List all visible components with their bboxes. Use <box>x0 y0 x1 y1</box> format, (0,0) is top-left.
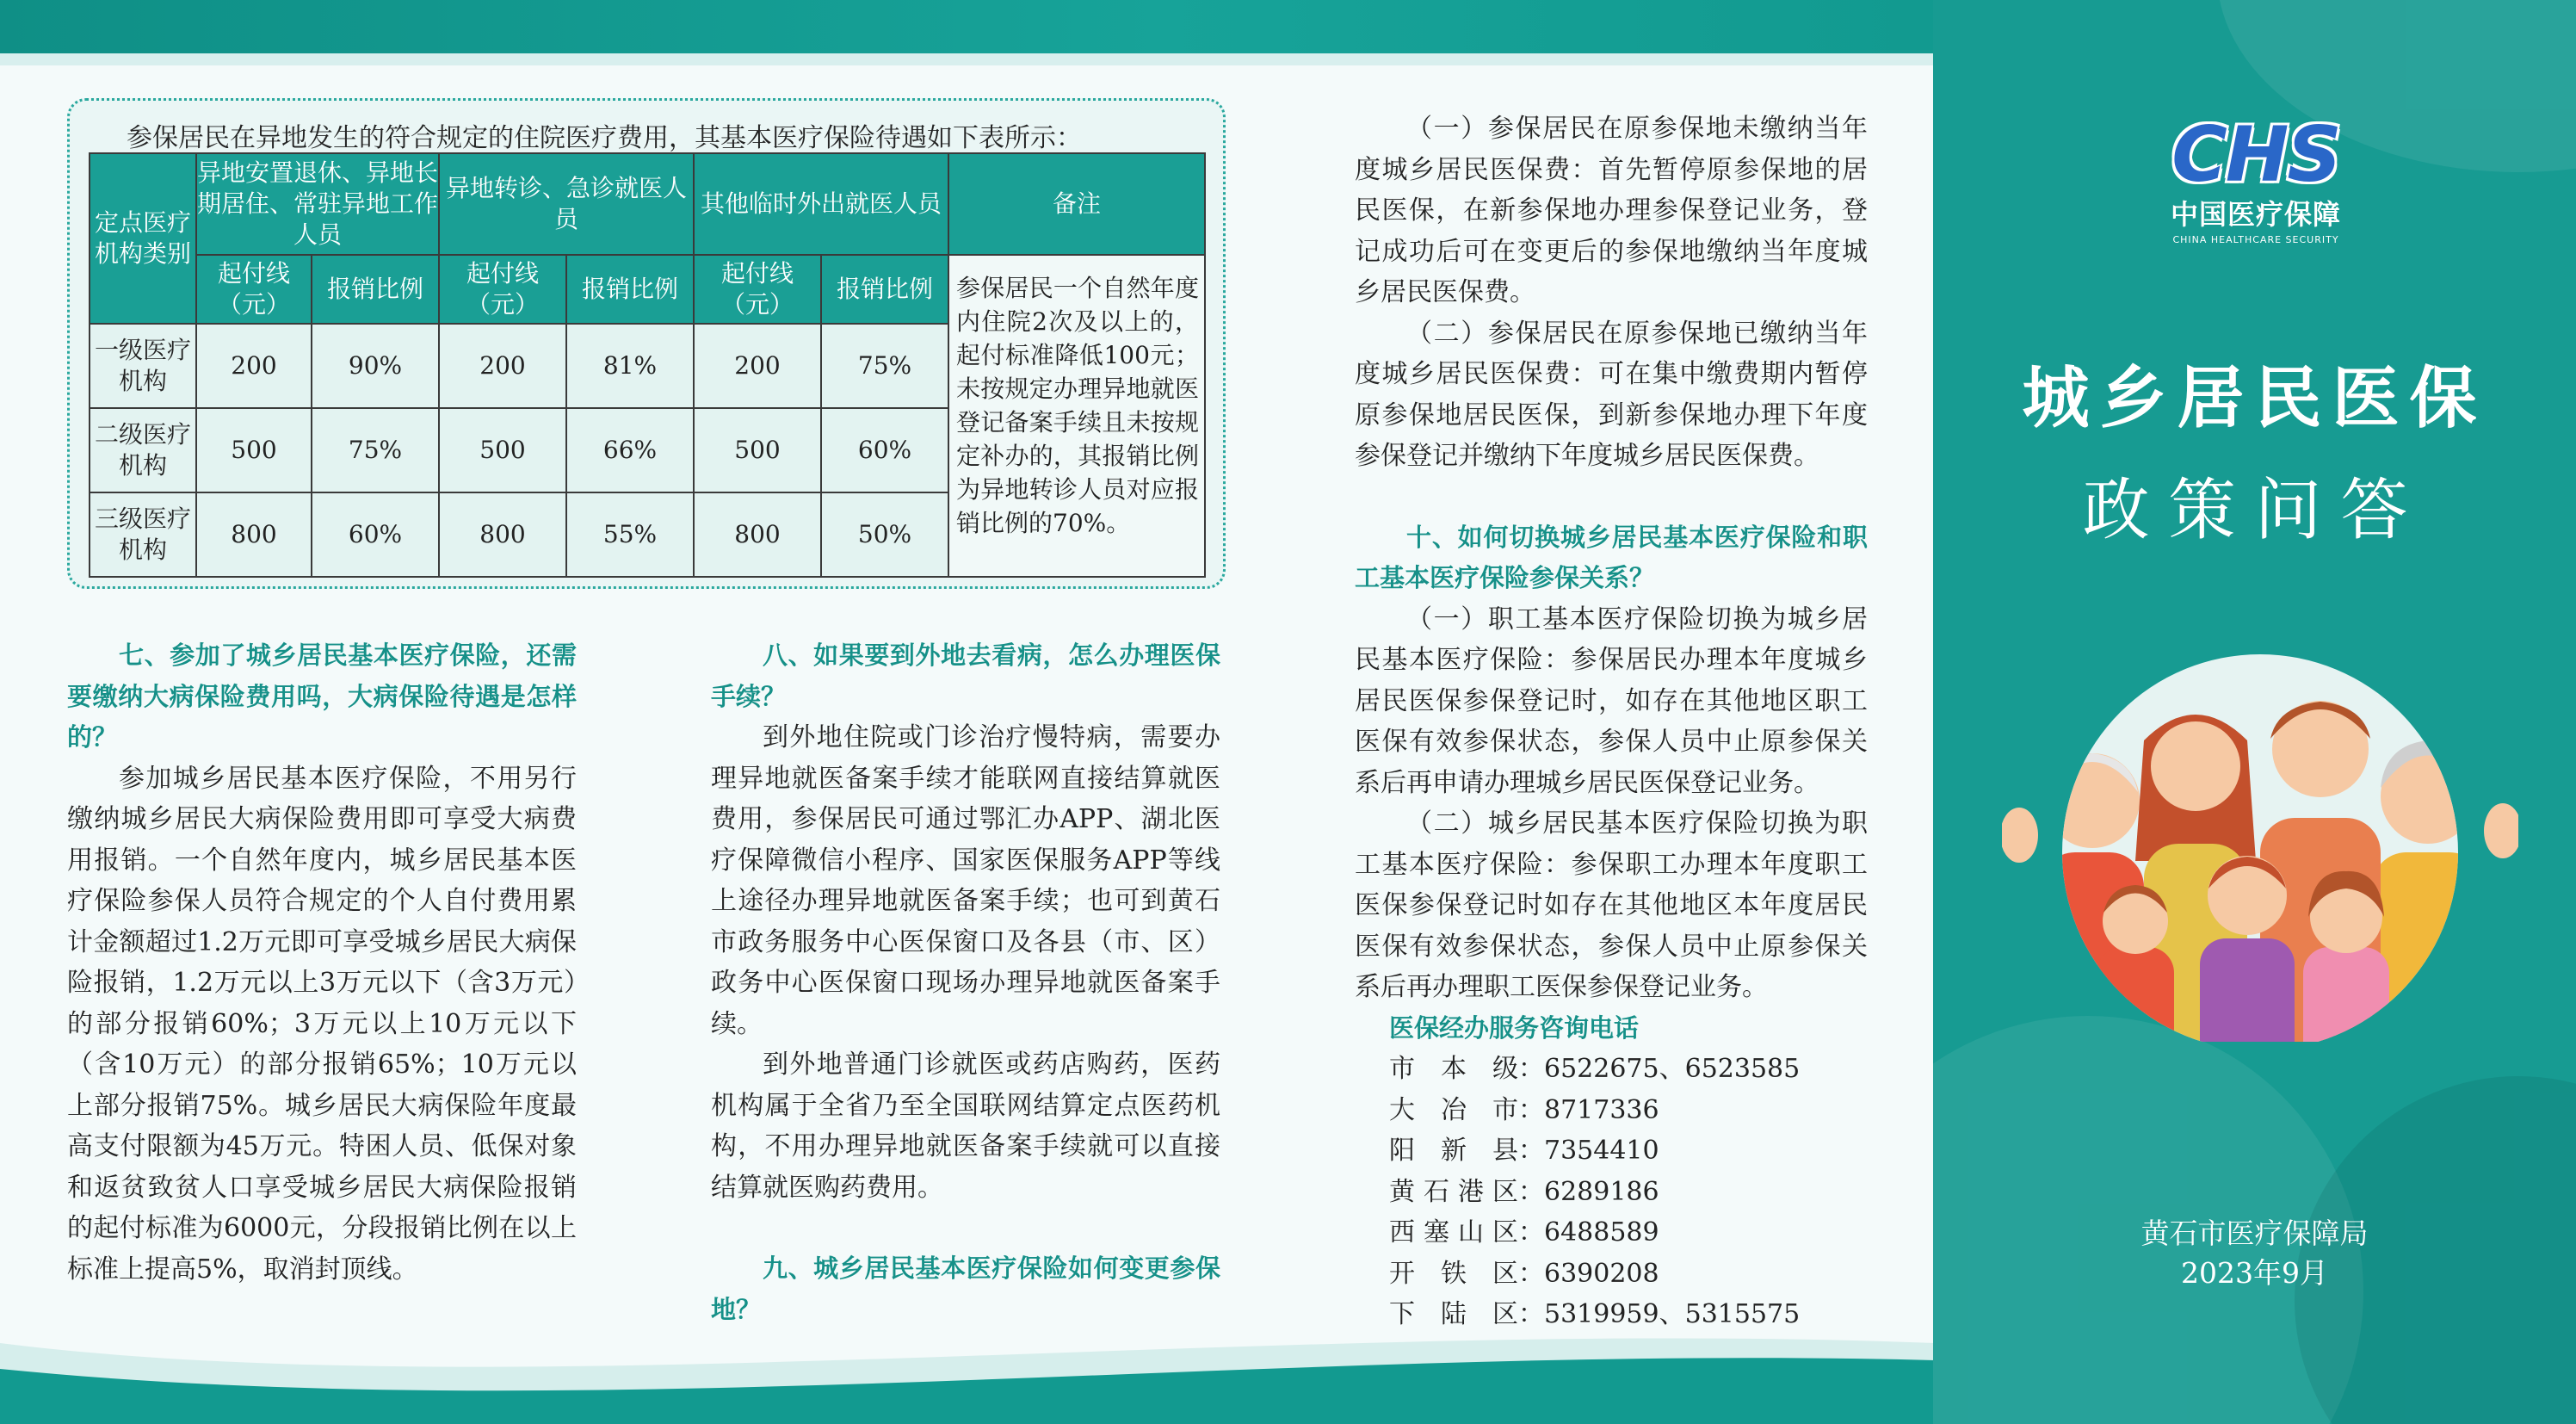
reimbursement-table <box>89 152 1206 578</box>
table-cell: 90% <box>312 324 439 408</box>
header-ratio: 报销比例 <box>566 255 694 324</box>
phone-item <box>1355 1254 1868 1295</box>
bottom-wave <box>0 1326 1935 1424</box>
table-cell: 60% <box>821 408 948 492</box>
cover-title: 城乡居民医保 <box>2022 360 2487 437</box>
table-cell: 500 <box>439 408 566 492</box>
phone-item <box>1355 1294 1868 1335</box>
phone-label: 下陆区 <box>1389 1299 1518 1329</box>
issue-date: 2023年9月 <box>2181 1256 2328 1290</box>
phone-item <box>1355 1172 1868 1213</box>
logo-mark: CHS <box>2171 110 2340 199</box>
issuer-block <box>1933 1214 2576 1293</box>
table-cell: 200 <box>694 324 821 408</box>
phone-label: 西塞山区 <box>1389 1217 1518 1248</box>
table-cell: 75% <box>312 408 439 492</box>
header-group1: 异地安置退休、异地长期居住、常驻异地工作人员 <box>196 153 439 255</box>
phone-number: ：8717336 <box>1518 1094 1659 1125</box>
logo-en-text: CHINA HEALTHCARE SECURITY <box>2172 234 2339 245</box>
header-type: 定点医疗机构类别 <box>90 153 196 324</box>
q9-title: 九、城乡居民基本医疗保险如何变更参保地？ <box>711 1254 1220 1324</box>
logo-cn-text: 中国医疗保障 <box>2170 198 2341 231</box>
header-threshold: 起付线（元） <box>439 255 566 324</box>
phone-number: ：6390208 <box>1518 1258 1659 1289</box>
family-illustration-icon <box>2002 637 2518 1042</box>
issuer-name: 黄石市医疗保障局 <box>2140 1217 2369 1250</box>
table-cell: 50% <box>821 492 948 577</box>
table-cell: 60% <box>312 492 439 577</box>
header-ratio: 报销比例 <box>821 255 948 324</box>
cover-subtitle: 政策问答 <box>2082 472 2427 549</box>
phone-list-title: 医保经办服务咨询电话 <box>1389 1012 1640 1043</box>
q8-title: 八、如果要到外地去看病，怎么办理医保手续？ <box>711 641 1220 711</box>
phone-number: ：6488589 <box>1518 1217 1659 1248</box>
table-cell: 66% <box>566 408 694 492</box>
table-cell: 800 <box>694 492 821 577</box>
q10-para-1: （一）职工基本医疗保险切换为城乡居民基本医疗保险：参保居民办理本年度城乡居民医保参保登记时，如存在其他地区职工医保有效参保状态，参保人员中止原参保关系后再申请办理城乡居民医保登记业务。 <box>1355 604 1868 798</box>
top-band <box>0 0 1935 60</box>
q8-para-2: 到外地普通门诊就医或药店购药，医药机构属于全省乃至全国联网结算定点医药机构，不用办理异地就医备案手续就可以直接结算就医购药费用。 <box>711 1049 1220 1203</box>
q9-para-2: （二）参保居民在原参保地已缴纳当年度城乡居民医保费：可在集中缴费期内暂停原参保地居民医保，到新参保地办理下年度参保登记并缴纳下年度城乡居民医保费。 <box>1355 318 1868 471</box>
header-group2: 异地转诊、急诊就医人员 <box>439 153 694 255</box>
chs-logo <box>2157 110 2355 245</box>
phone-item <box>1355 1049 1868 1090</box>
table-cell: 75% <box>821 324 948 408</box>
header-note: 备注 <box>948 153 1205 255</box>
phone-label: 开铁区 <box>1389 1258 1518 1289</box>
section-q9-q10 <box>1355 108 1868 1335</box>
table-cell: 500 <box>196 408 312 492</box>
phone-number: ：7354410 <box>1518 1136 1659 1166</box>
top-band-highlight <box>0 53 1935 65</box>
row-level: 一级医疗机构 <box>90 324 196 408</box>
phone-label: 黄石港区 <box>1389 1176 1518 1207</box>
policy-table-box <box>67 98 1226 589</box>
q10-title: 十、如何切换城乡居民基本医疗保险和职工基本医疗保险参保关系？ <box>1355 522 1868 592</box>
phone-item <box>1355 1090 1868 1131</box>
phone-label: 大冶市 <box>1389 1094 1518 1125</box>
phone-label: 阳新县 <box>1389 1136 1518 1166</box>
q9-para-1: （一）参保居民在原参保地未缴纳当年度城乡居民医保费：首先暂停原参保地的居民医保，在新参保地办理参保登记业务，登记成功后可在变更后的参保地缴纳当年度城乡居民医保费。 <box>1355 114 1868 307</box>
table-cell: 200 <box>439 324 566 408</box>
header-threshold: 起付线（元） <box>694 255 821 324</box>
row-level: 二级医疗机构 <box>90 408 196 492</box>
note-cell: 参保居民一个自然年度内住院2次及以上的，起付标准降低100元；未按规定办理异地就医登记备案手续且未按规定补办的，其报销比例为异地转诊人员对应报销比例的70%。 <box>948 255 1205 577</box>
table-cell: 200 <box>196 324 312 408</box>
header-threshold: 起付线（元） <box>196 255 312 324</box>
phone-number: ：6522675、6523585 <box>1518 1054 1801 1084</box>
phone-number: ：5319959、5315575 <box>1518 1299 1801 1329</box>
table-cell: 55% <box>566 492 694 577</box>
table-cell: 81% <box>566 324 694 408</box>
phone-item <box>1355 1130 1868 1172</box>
header-ratio: 报销比例 <box>312 255 439 324</box>
q7-body: 参加城乡居民基本医疗保险，不用另行缴纳城乡居民大病保险费用即可享受大病费用报销。一个自然年度内，城乡居民基本医疗保险参保人员符合规定的个人自付费用累计金额超过1.2万元即可享受城乡居民大病保险报销，1.2万元以上3万元以下（含3万元）的部分报销60%；3万元以上10万元以下（含10万元）的部分报销65%；10万元以上部分报销75%。城乡居民大病保险年度最高支付限额为45万元。特困人员、低保对象和返贫致贫人口享受城乡居民大病保险报销的起付标准为6000元，分段报销比例在以上标准上提高5%，取消封顶线。 <box>67 763 577 1285</box>
q7-title: 七、参加了城乡居民基本医疗保险，还需要缴纳大病保险费用吗，大病保险待遇是怎样的？ <box>67 641 577 752</box>
phone-item <box>1355 1212 1868 1254</box>
row-level: 三级医疗机构 <box>90 492 196 577</box>
phone-number: ：6289186 <box>1518 1176 1659 1207</box>
cover-panel <box>1933 0 2576 1424</box>
section-q8 <box>711 635 1220 1330</box>
header-group3: 其他临时外出就医人员 <box>694 153 948 255</box>
table-intro: 参保居民在异地发生的符合规定的住院医疗费用，其基本医疗保险待遇如下表所示： <box>127 123 1082 153</box>
table-cell: 800 <box>439 492 566 577</box>
section-q7 <box>67 635 577 1290</box>
q8-para-1: 到外地住院或门诊治疗慢特病，需要办理异地就医备案手续才能联网直接结算就医费用，参保居民可通过鄂汇办APP、湖北医疗保障微信小程序、国家医保服务APP等线上途径办理异地就医备案手续；也可到黄石市政务服务中心医保窗口及各县（市、区）政务中心医保窗口现场办理异地就医备案手续。 <box>711 722 1220 1039</box>
phone-label: 市本级 <box>1389 1054 1518 1084</box>
table-cell: 800 <box>196 492 312 577</box>
q10-para-2: （二）城乡居民基本医疗保险切换为职工基本医疗保险：参保职工办理本年度职工医保参保登记时如存在其他地区本年度居民医保有效参保状态，参保人员中止原参保关系后再办理职工医保参保登记业务。 <box>1355 808 1868 1002</box>
phone-list <box>1355 1049 1868 1335</box>
table-cell: 500 <box>694 408 821 492</box>
